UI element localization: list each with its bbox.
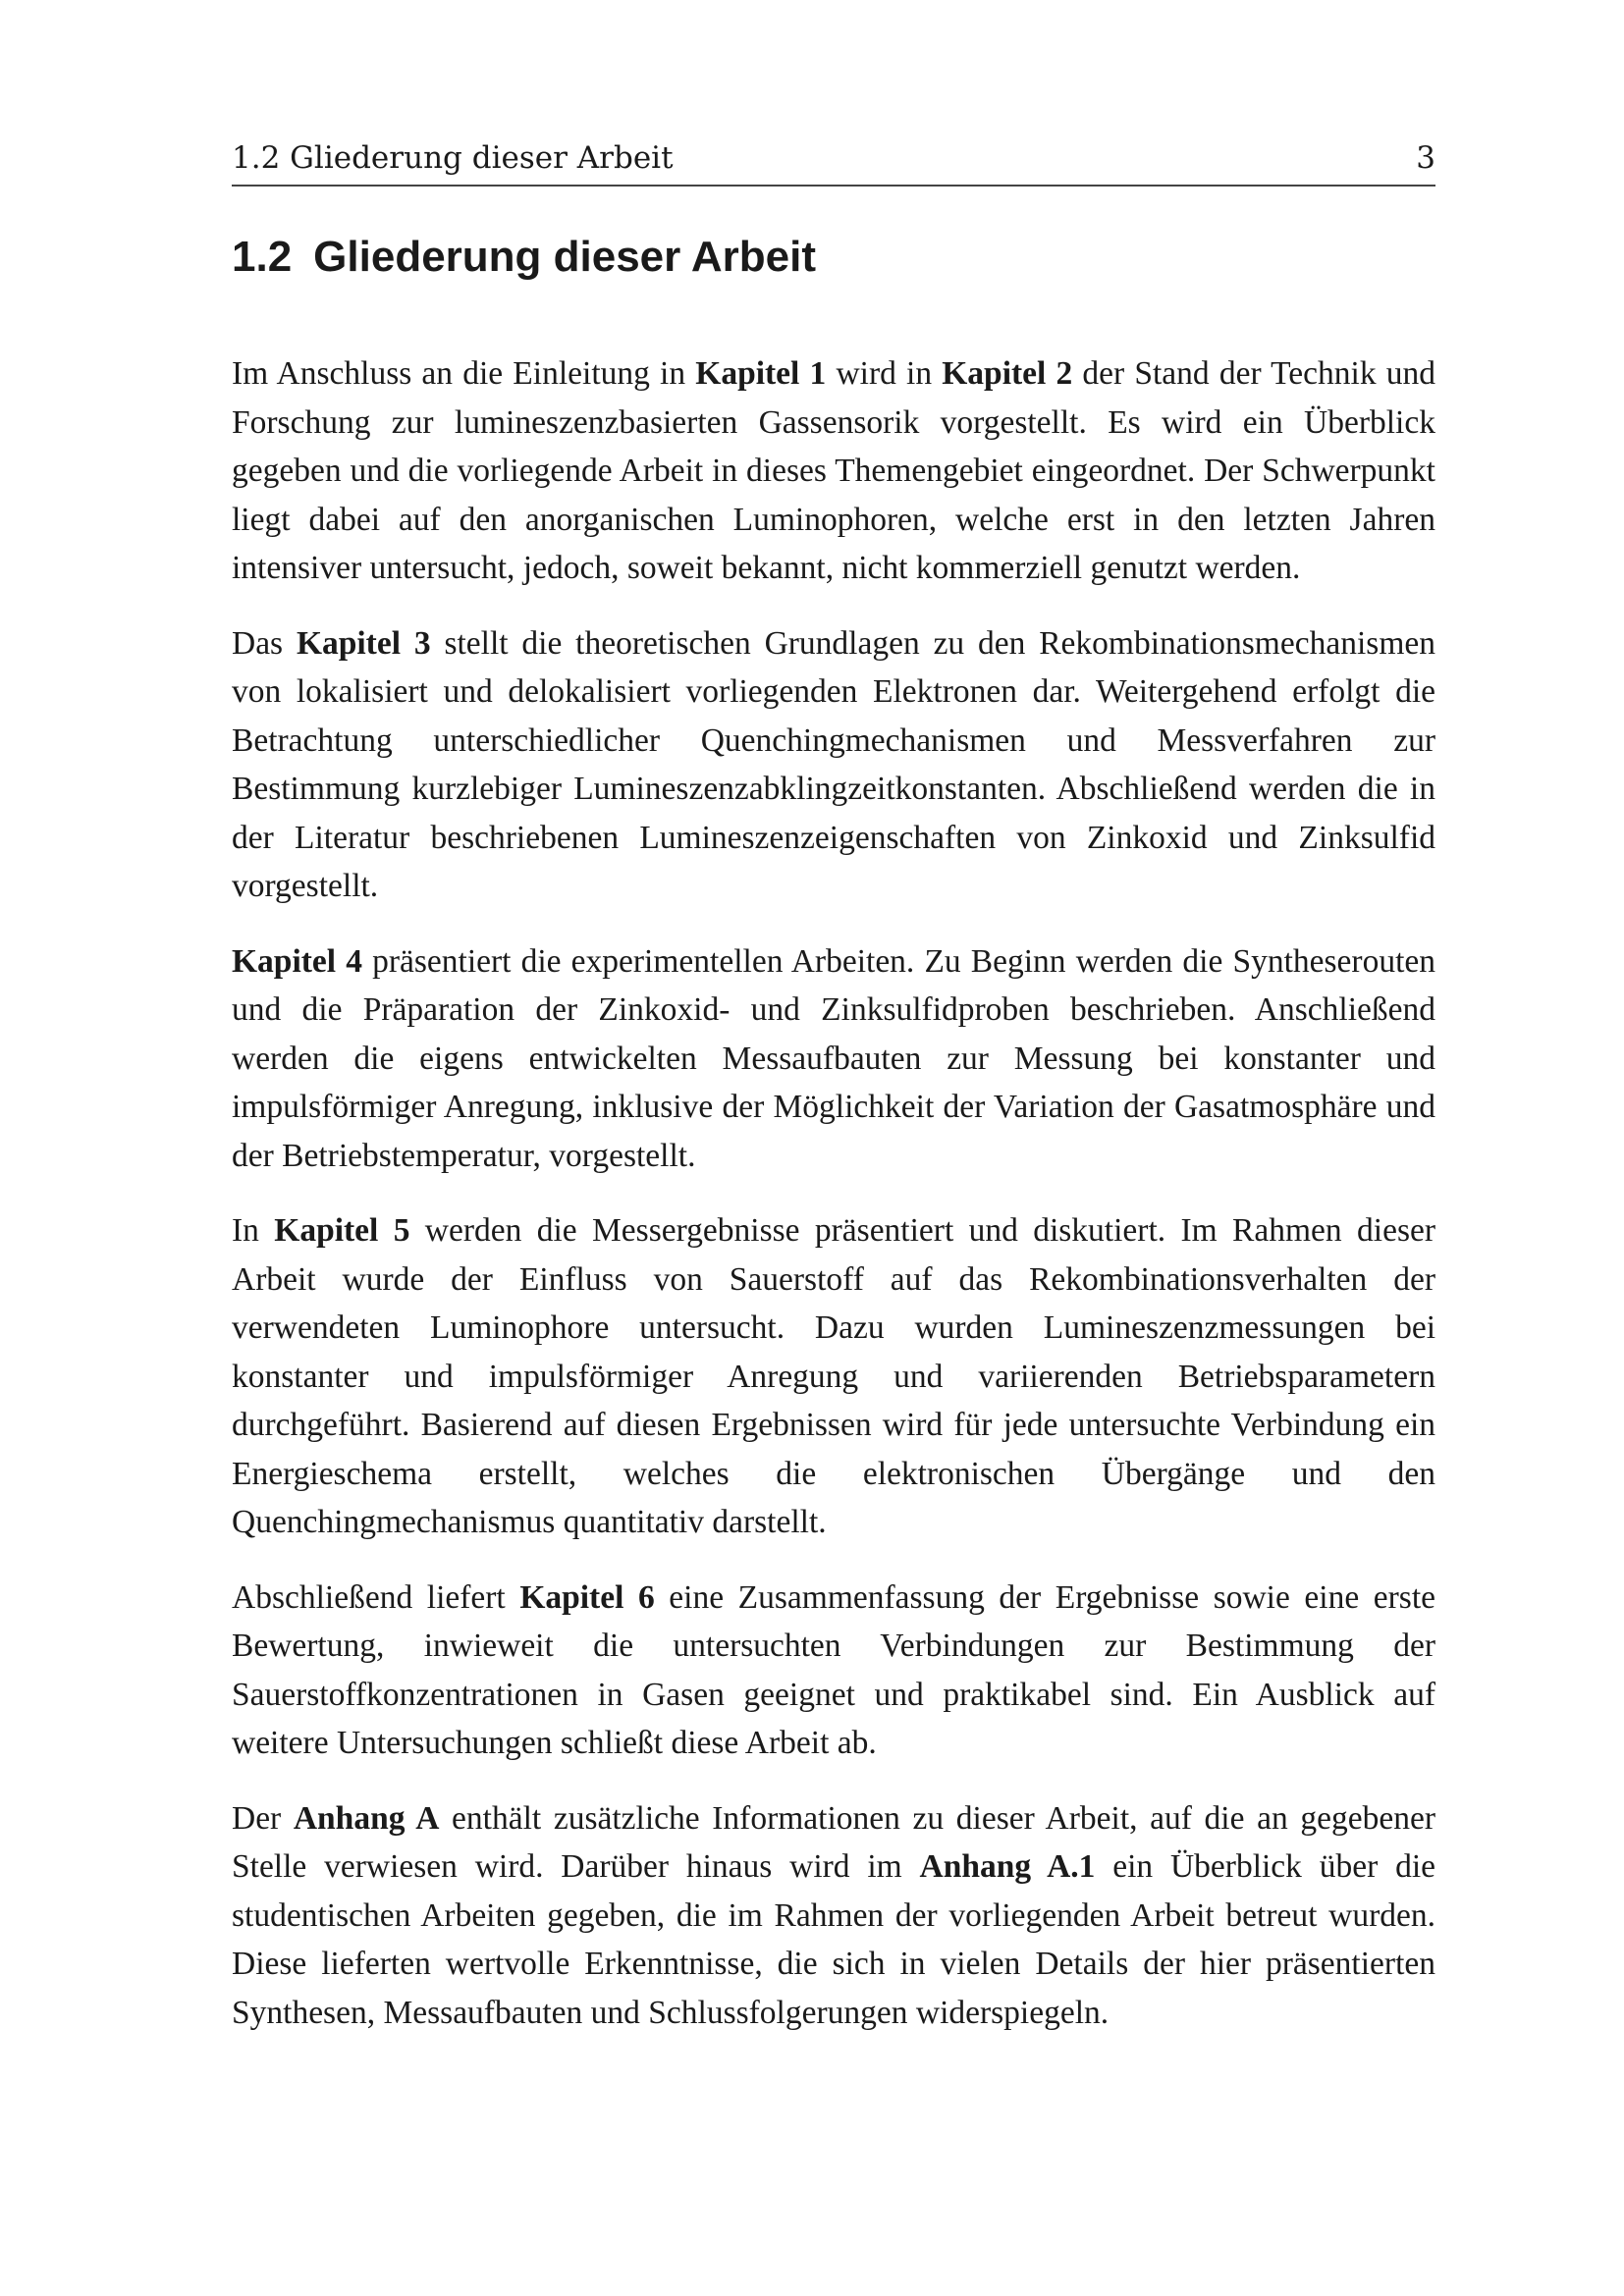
paragraph-2	[232, 619, 1435, 911]
paragraph-3	[232, 937, 1435, 1181]
text-run: eine Zusammenfassung der Ergebnisse sowie eine erste Bewertung, inwieweit die untersuchten Verbindungen zur Bestimmung der Sauerstoffkonzentrationen in Gasen geeignet und praktikabel sind. Ein Ausblick auf weitere Untersuchungen schließt diese Arbeit ab.	[232, 1578, 1436, 1761]
chapter-reference: Kapitel 3	[296, 624, 431, 662]
chapter-reference: Kapitel 1	[695, 355, 827, 392]
text-run: enthält zusätzliche Informationen zu dieser Arbeit, auf die an gegebener Stelle verwiesen wird. Darüber hinaus wird im	[232, 1799, 1435, 1885]
text-run: der Stand der Technik und Forschung zur lumineszenzbasierten Gassensorik vorgestellt. Es wird ein Überblick gegeben und die vorliegende Arbeit in dieses Themengebiet eingeordnet. Der Schwerpunkt liegt dabei auf den anorganischen Luminophoren, welche erst in den letzten Jahren intensiver untersucht, jedoch, soweit bekannt, nicht kommerziell genutzt werden.	[232, 355, 1436, 586]
chapter-reference: Kapitel 2	[942, 355, 1073, 392]
chapter-reference: Kapitel 4	[232, 942, 362, 980]
page-number: 3	[1416, 140, 1435, 176]
text-run: Das	[232, 624, 297, 662]
text-run: stellt die theoretischen Grundlagen zu den Rekombinationsmechanismen von lokalisiert und delokalisiert vorliegenden Elektronen dar. Weitergehend erfolgt die Betrachtung unterschiedlicher Quenchingmechanismen und Messverfahren zur Bestimmung kurzlebiger Lumineszenzabklingzeitkonstanten. Abschließend werden die in der Literatur beschriebenen Lumineszenzeigenschaften von Zinkoxid und Zinksulfid vorgestellt.	[232, 624, 1435, 904]
paragraph-5	[232, 1574, 1435, 1768]
text-run: werden die Messergebnisse präsentiert und diskutiert. Im Rahmen dieser Arbeit wurde der Einfluss von Sauerstoff auf das Rekombinationsverhalten der verwendeten Luminophore untersucht. Dazu wurden Lumineszenzmessungen bei konstanter und impulsförmiger Anregung und variierenden Betriebsparametern durchgeführt. Basierend auf diesen Ergebnissen wird für jede untersuchte Verbindung ein Energieschema erstellt, welches die elektronischen Übergänge und den Quenchingmechanismus quantitativ darstellt.	[232, 1212, 1436, 1540]
paragraph-1	[232, 349, 1435, 593]
paragraph-4	[232, 1206, 1435, 1547]
running-header	[232, 135, 1435, 187]
chapter-reference: Kapitel 5	[274, 1212, 410, 1249]
appendix-reference: Anhang A.1	[919, 1848, 1096, 1885]
chapter-reference: Kapitel 6	[519, 1578, 655, 1616]
text-run: wird in	[826, 355, 943, 392]
section-number: 1.2	[232, 233, 293, 281]
paragraph-6	[232, 1794, 1435, 2038]
text-run: Abschließend liefert	[232, 1578, 520, 1616]
text-run: Der	[232, 1799, 294, 1837]
appendix-reference: Anhang A	[293, 1799, 440, 1837]
text-run: Im Anschluss an die Einleitung in	[232, 355, 696, 392]
text-run: präsentiert die experimentellen Arbeiten. Zu Beginn werden die Syntheserouten und die Präparation der Zinkoxid- und Zinksulfidproben beschrieben. Anschließend werden die eigens entwickelten Messaufbauten zur Messung bei konstanter und impulsförmiger Anregung, inklusive der Möglichkeit der Variation der Gasatmosphäre und der Betriebstemperatur, vorgestellt.	[232, 942, 1436, 1174]
text-run: In	[232, 1212, 275, 1249]
body-text	[232, 349, 1435, 2063]
section-heading	[232, 230, 816, 285]
section-title: Gliederung dieser Arbeit	[313, 233, 816, 281]
text-run: ein Überblick über die studentischen Arbeiten gegeben, die im Rahmen der vorliegenden Arbeit betreut wurden. Diese lieferten wertvolle Erkenntnisse, die sich in vielen Details der hier präsentierten Synthesen, Messaufbauten und Schlussfolgerungen widerspiegeln.	[232, 1848, 1435, 2031]
running-header-section: 1.2 Gliederung dieser Arbeit	[232, 140, 674, 176]
